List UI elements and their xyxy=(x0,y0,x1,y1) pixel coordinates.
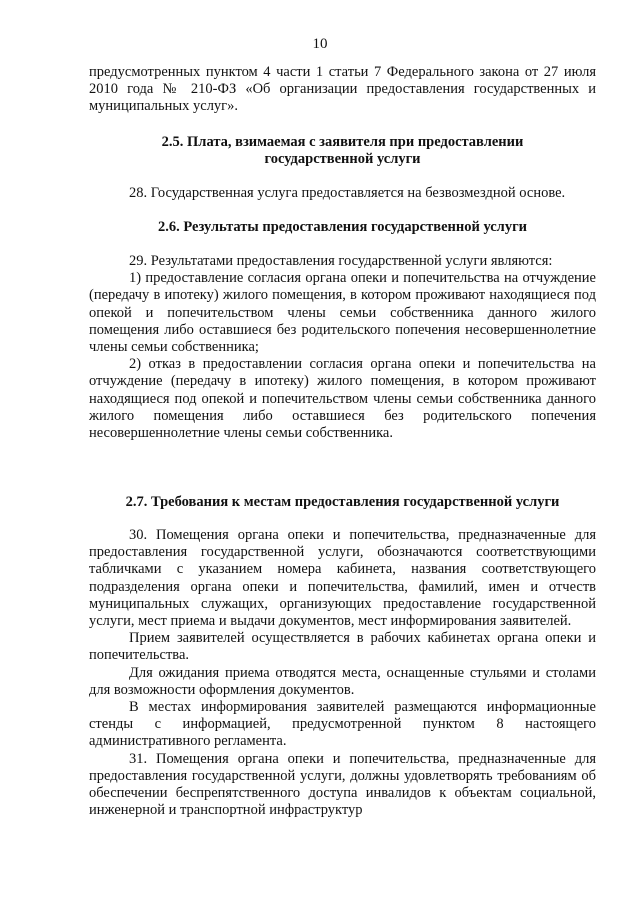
paragraph-30: 30. Помещения органа опеки и попечительства, предназначенные для предоставления государственной услуги, обозначаются соответствующими табличками с указанием номера кабинета, названия соответствующего подразделения органа опеки и попечительства, фамилий, имен и отчеств муниципальных служащих, организующих предоставление государственной услуги, мест приема и выдачи документов, мест информирования заявителей. xyxy=(89,527,596,630)
heading-2-5 xyxy=(89,134,596,168)
page-number: 10 xyxy=(312,36,328,52)
section-2-7-body xyxy=(89,527,596,819)
heading-2-6 xyxy=(89,219,596,236)
paragraph-30-waiting: Для ожидания приема отводятся места, оснащенные стульями и столами для возможности оформления документов. xyxy=(89,664,596,698)
paragraph-28-block xyxy=(89,185,596,202)
paragraph-29: 29. Результатами предоставления государственной услуги являются: xyxy=(129,253,553,269)
section-2-6-body xyxy=(89,253,596,442)
paragraph-30-reception: Прием заявителей осуществляется в рабочих кабинетах органа опеки и попечительства. xyxy=(89,630,596,664)
paragraph-30-info-stands: В местах информирования заявителей размещаются информационные стенды с информацией, предусмотренной пунктом 8 настоящего административного регламента. xyxy=(89,699,596,750)
heading-2-7 xyxy=(89,494,596,511)
heading-2-7-text: 2.7. Требования к местам предоставления государственной услуги xyxy=(125,494,560,510)
paragraph-29-item-1: 1) предоставление согласия органа опеки и попечительства на отчуждение (передачу в ипотеку) жилого помещения, в котором проживают находящиеся под опекой и попечительством члены семьи собственника данного жилого помещения либо оставшиеся без родительского попечения несовершеннолетние члены семьи собственника; xyxy=(89,270,596,356)
heading-2-6-text: 2.6. Результаты предоставления государственной услуги xyxy=(157,219,528,235)
paragraph-31: 31. Помещения органа опеки и попечительства, предназначенные для предоставления государственной услуги, должны удовлетворять требованиям об обеспечении беспрепятственного доступа инвалидов к объектам социальной, инженерной и транспортной инфраструктур xyxy=(89,750,596,819)
paragraph-28: 28. Государственная услуга предоставляется на безвозмездной основе. xyxy=(129,185,566,201)
heading-2-5-line-1: 2.5. Плата, взимаемая с заявителя при предоставлении xyxy=(161,134,524,150)
paragraph-continuation: предусмотренных пунктом 4 части 1 статьи 7 Федерального закона от 27 июля 2010 года № 210-ФЗ «Об организации предоставления государственных и муниципальных услуг». xyxy=(89,64,596,115)
intro-paragraph xyxy=(89,64,596,116)
heading-2-5-line-2: государственной услуги xyxy=(264,151,421,168)
paragraph-29-item-2: 2) отказ в предоставлении согласия органа опеки и попечительства на отчуждение (передачу в ипотеку) жилого помещения, в котором проживают находящиеся под опекой и попечительством члены семьи собственника данного жилого помещения либо оставшиеся без родительского попечения несовершеннолетние члены семьи собственника. xyxy=(89,356,596,442)
